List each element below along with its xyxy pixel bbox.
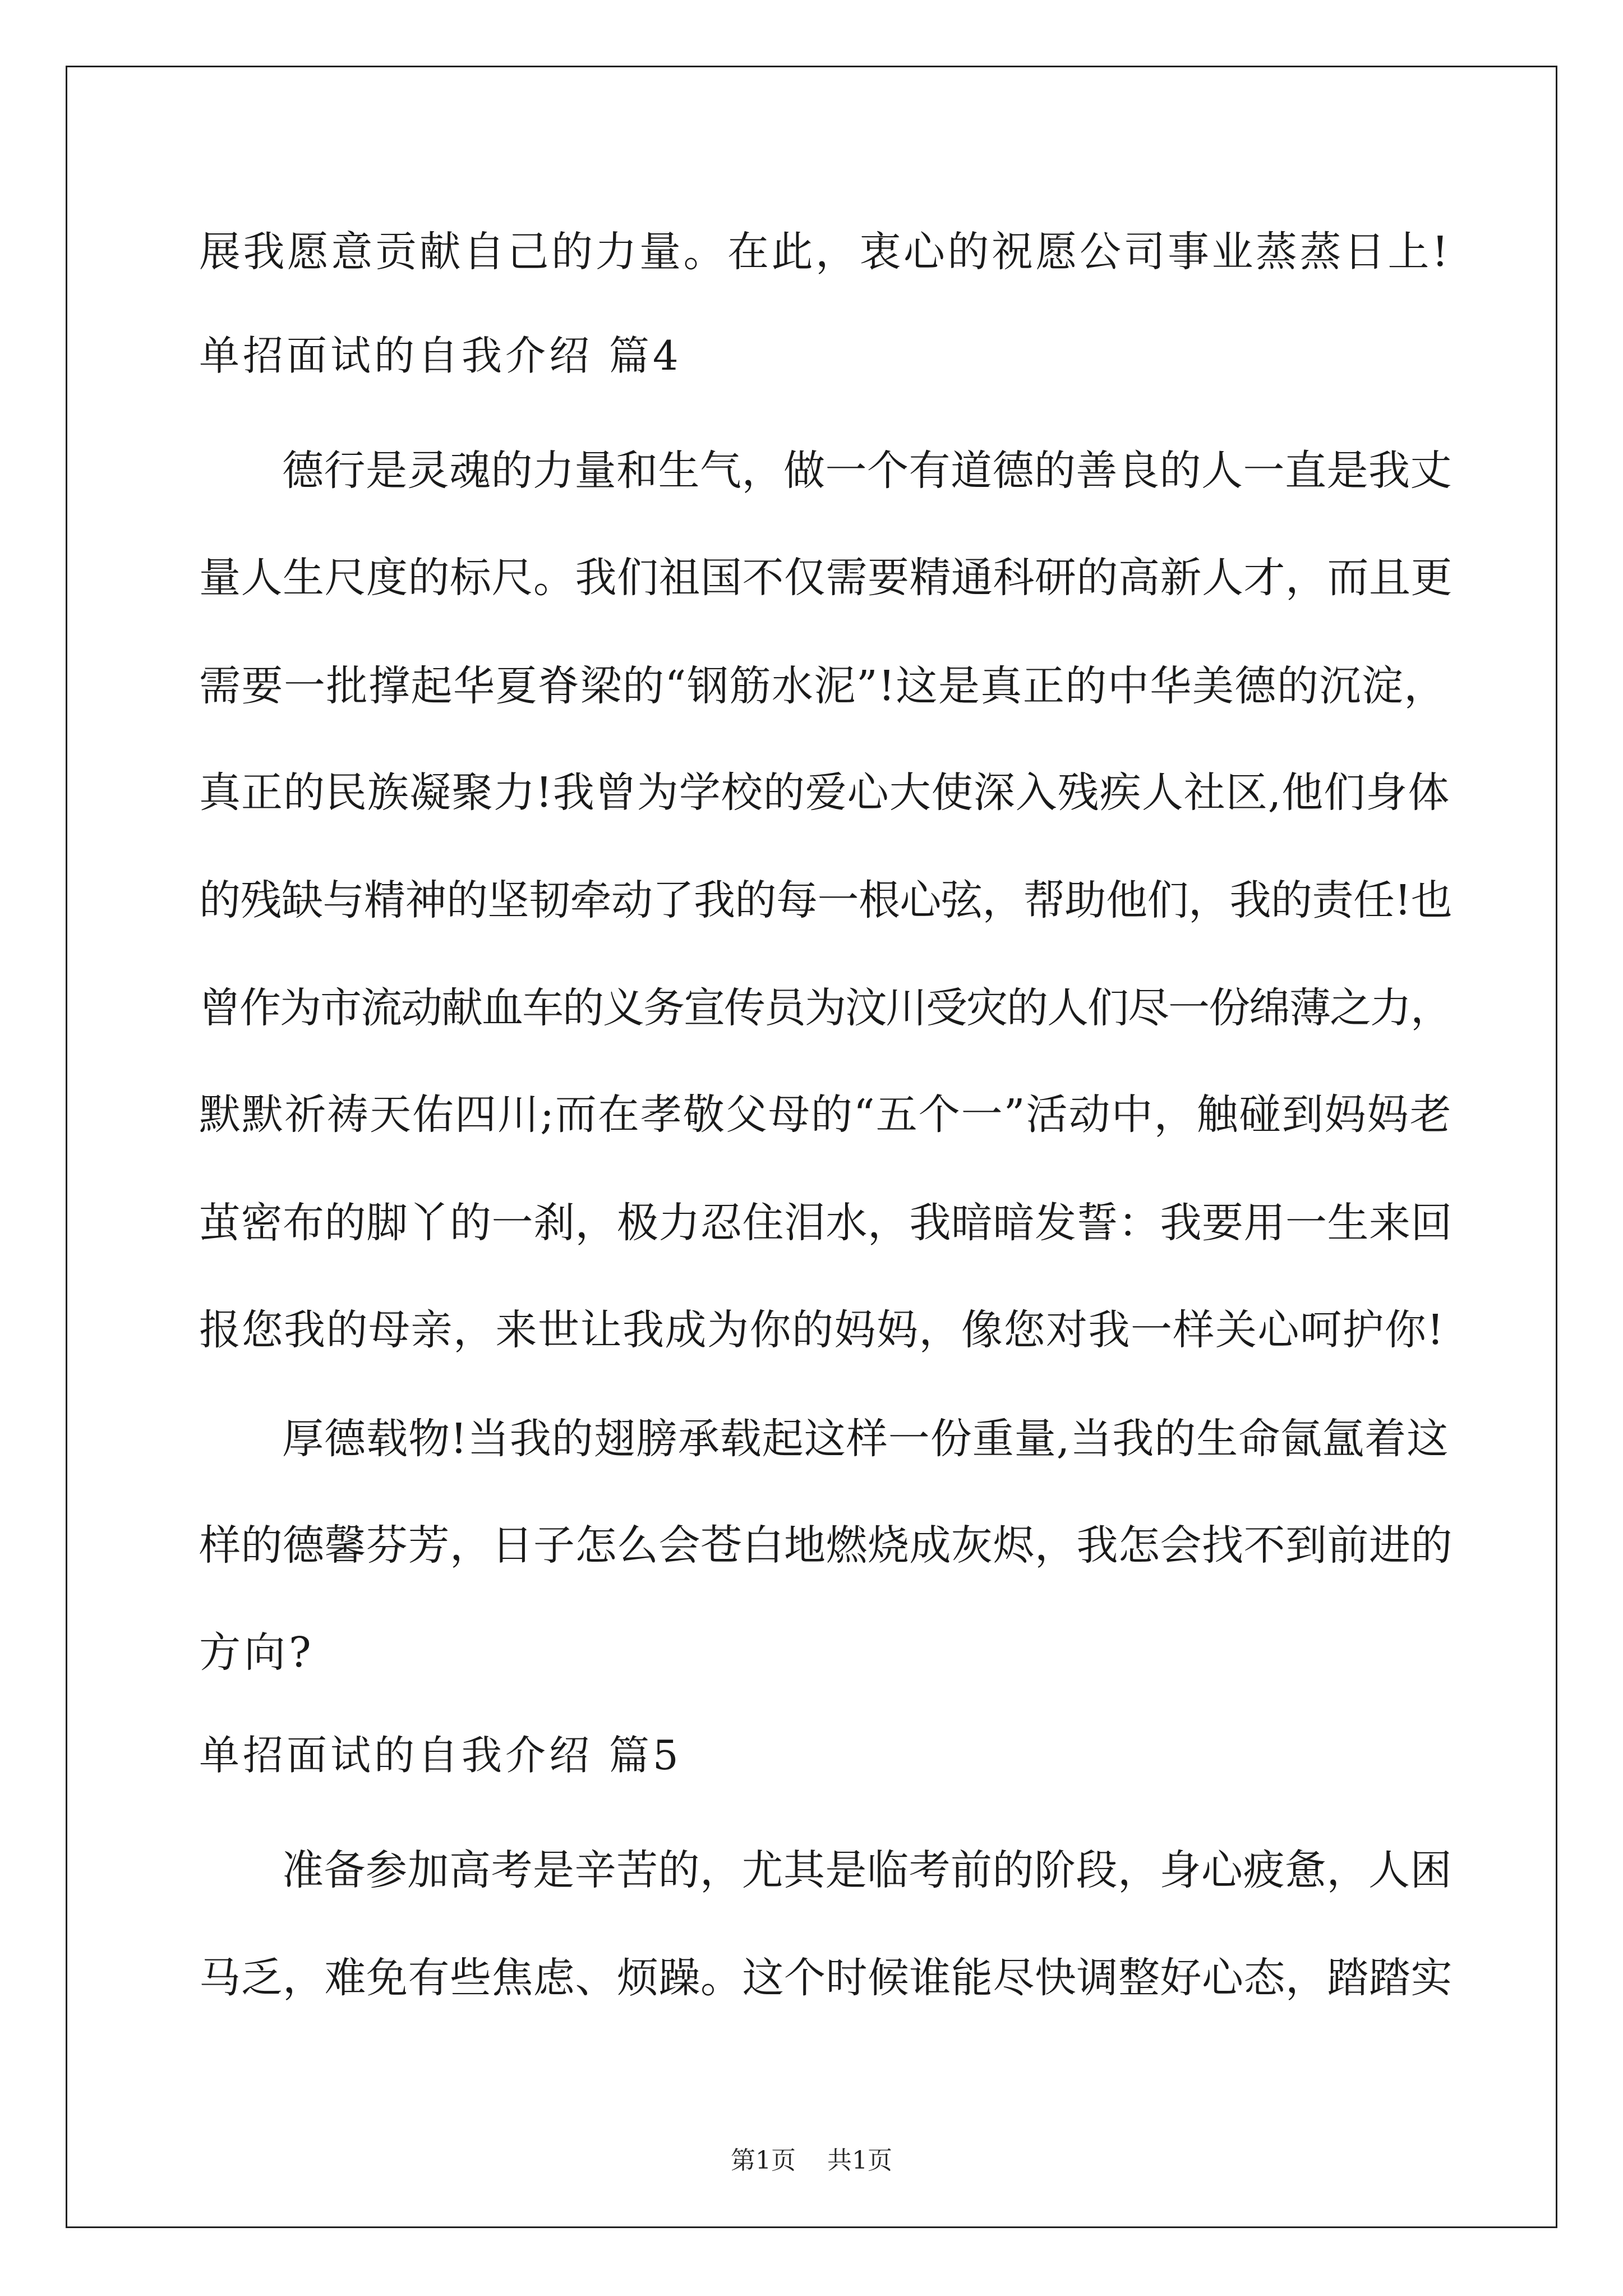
paragraph-line: 德行是灵魂的力量和生气，做一个有道德的善良的人一直是我丈 xyxy=(282,447,1452,495)
text-line: 展我愿意贡献自己的力量。在此，衷心的祝愿公司事业蒸蒸日上! xyxy=(199,228,1451,276)
section-heading-5: 单招面试的自我介绍 篇5 xyxy=(199,1732,682,1779)
page-border xyxy=(66,66,1557,2228)
page-total: 共1页 xyxy=(827,2146,892,2175)
paragraph-line: 需要一批撑起华夏脊梁的“钢筋水泥”!这是真正的中华美德的沉淀， xyxy=(199,662,1446,710)
paragraph-line: 默默祈祷天佑四川;而在孝敬父母的“五个一”活动中，触碰到妈妈老 xyxy=(199,1091,1453,1139)
paragraph-line: 量人生尺度的标尺。我们祖国不仅需要精通科研的高新人才，而且更 xyxy=(199,554,1453,602)
paragraph-line: 真正的民族凝聚力!我曾为学校的爱心大使深入残疾人社区,他们身体 xyxy=(199,769,1450,817)
page-footer xyxy=(0,2148,1623,2173)
paragraph-line: 曾作为市流动献血车的义务宣传员为汶川受灾的人们尽一份绵薄之力， xyxy=(199,984,1451,1032)
paragraph-line: 准备参加高考是辛苦的，尤其是临考前的阶段，身心疲惫，人困 xyxy=(282,1846,1452,1894)
paragraph-line: 厚德载物!当我的翅膀承载起这样一份重量,当我的生命氤氲着这 xyxy=(282,1415,1449,1463)
paragraph-line: 报您我的母亲，来世让我成为你的妈妈，像您对我一样关心呵护你! xyxy=(199,1306,1445,1354)
paragraph-line: 方向? xyxy=(199,1628,315,1677)
page-number: 第1页 xyxy=(731,2146,796,2175)
paragraph-line: 马乏，难免有些焦虑、烦躁。这个时候谁能尽快调整好心态，踏踏实 xyxy=(199,1954,1453,2002)
paragraph-line: 茧密布的脚丫的一刹，极力忍住泪水，我暗暗发誓：我要用一生来回 xyxy=(199,1199,1453,1247)
section-heading-4: 单招面试的自我介绍 篇4 xyxy=(199,332,682,379)
paragraph-line: 样的德馨芬芳，日子怎么会苍白地燃烧成灰烬，我怎会找不到前进的 xyxy=(199,1521,1453,1570)
paragraph-line: 的残缺与精神的坚韧牵动了我的每一根心弦，帮助他们，我的责任!也 xyxy=(199,876,1453,924)
